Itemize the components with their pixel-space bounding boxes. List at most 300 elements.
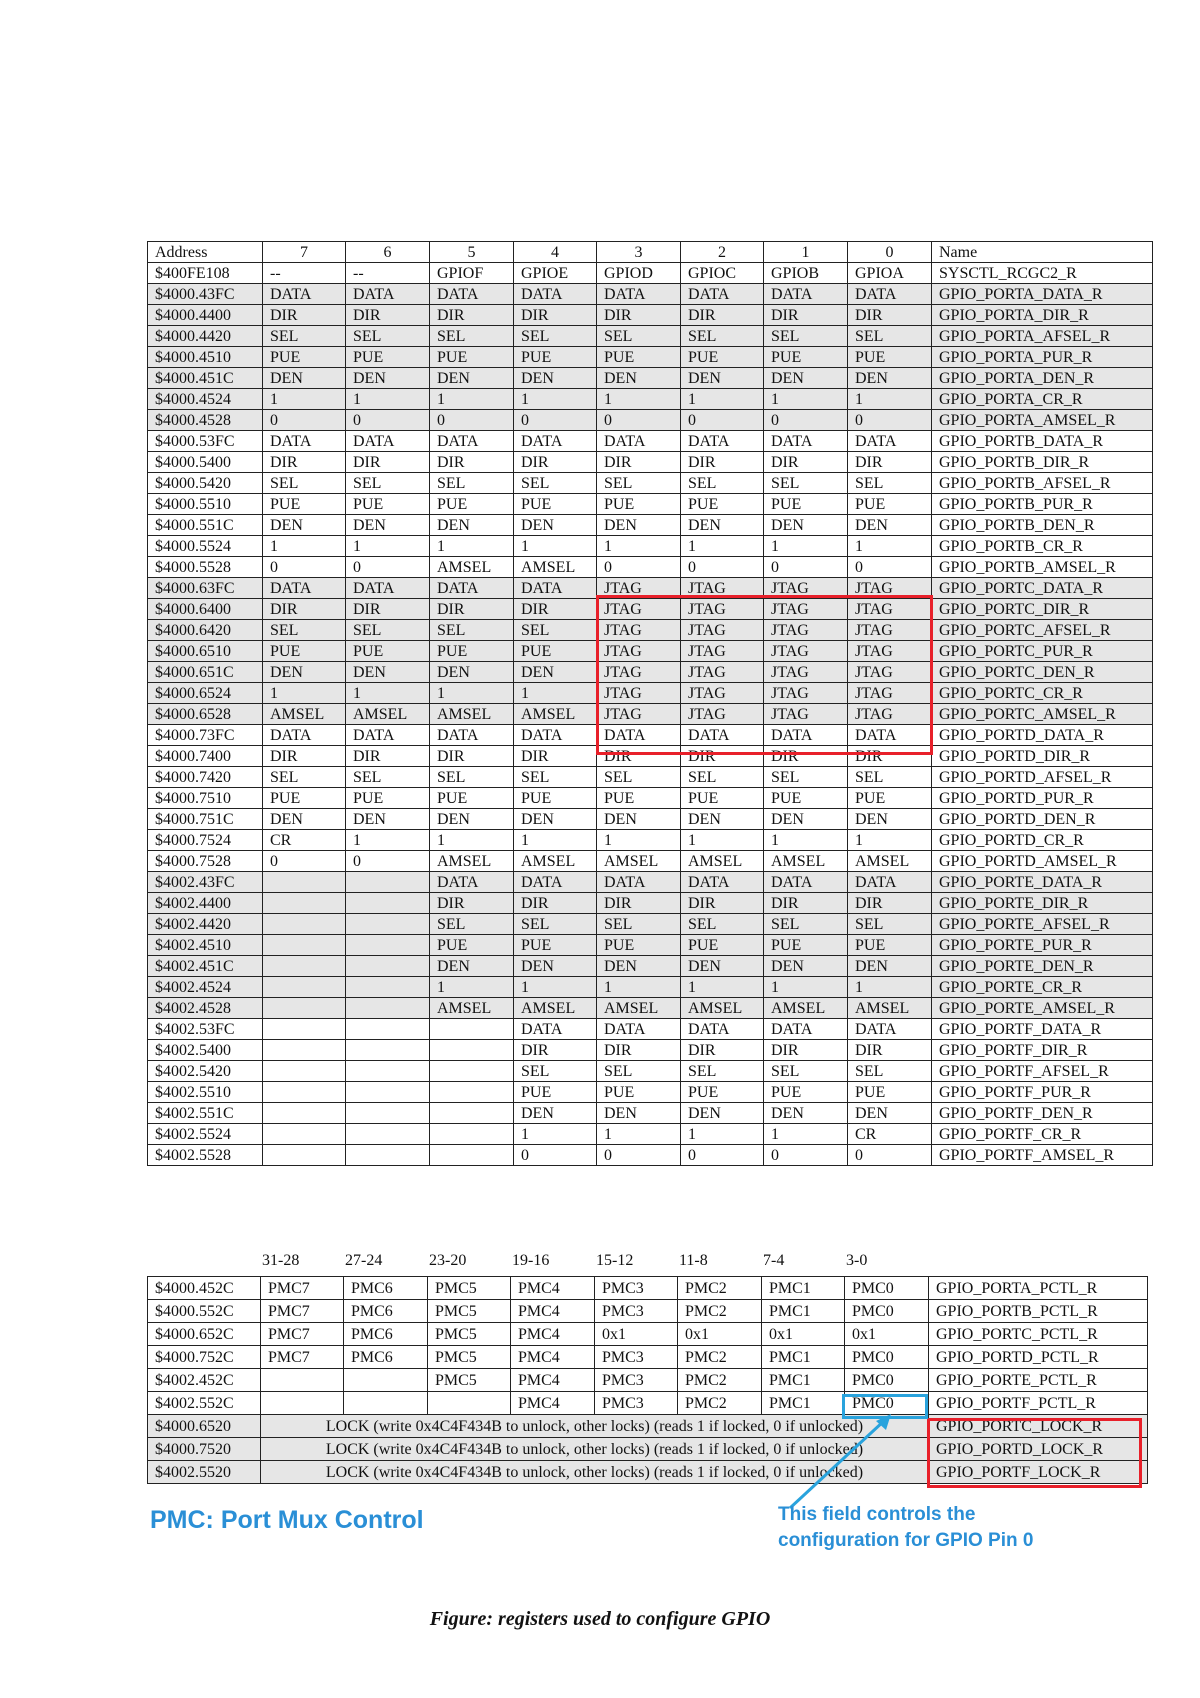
bit-field: PUE (430, 788, 514, 809)
bit-field: 1 (597, 830, 681, 851)
bit-field: GPIOA (848, 263, 932, 284)
bit-field: DIR (430, 305, 514, 326)
pmc-field: PMC1 (762, 1392, 845, 1415)
bit-field: GPIOD (597, 263, 681, 284)
register-address: $4000.552C (148, 1300, 261, 1323)
bit-field: DEN (346, 515, 430, 536)
bit-field: DEN (681, 809, 764, 830)
bit-field: DATA (430, 431, 514, 452)
bit-field: SEL (346, 326, 430, 347)
bit-field: -- (346, 263, 430, 284)
register-address: $4000.4524 (148, 389, 263, 410)
bit-field: DEN (430, 662, 514, 683)
register-name: GPIO_PORTD_DEN_R (932, 809, 1153, 830)
bit-field: DEN (597, 956, 681, 977)
column-header: Name (932, 242, 1153, 263)
register-address: $4002.5528 (148, 1145, 263, 1166)
bit-field: 1 (514, 536, 597, 557)
bit-field: AMSEL (430, 557, 514, 578)
bit-field: DATA (764, 725, 848, 746)
bit-field: JTAG (681, 662, 764, 683)
bit-field: 1 (346, 830, 430, 851)
bit-field: 0 (681, 557, 764, 578)
column-header: 3 (597, 242, 681, 263)
register-address: $4002.451C (148, 956, 263, 977)
bit-range-header: 23-20 (429, 1252, 467, 1269)
bit-field: DEN (263, 809, 346, 830)
bit-field: 1 (430, 977, 514, 998)
figure-caption: Figure: registers used to configure GPIO (429, 1608, 771, 1630)
bit-field: DIR (681, 746, 764, 767)
bit-field: DATA (681, 284, 764, 305)
register-address: $4000.751C (148, 809, 263, 830)
register-address: $4000.7400 (148, 746, 263, 767)
pmc-field: PMC2 (678, 1369, 762, 1392)
bit-field: AMSEL (430, 851, 514, 872)
bit-field: DEN (681, 956, 764, 977)
bit-range-header: 15-12 (596, 1252, 634, 1269)
bit-field: JTAG (681, 578, 764, 599)
bit-field: DEN (430, 809, 514, 830)
bit-field: DIR (263, 452, 346, 473)
register-name: GPIO_PORTC_AFSEL_R (932, 620, 1153, 641)
bit-field: DEN (764, 515, 848, 536)
bit-range-header: 19-16 (512, 1252, 550, 1269)
bit-field: 1 (430, 389, 514, 410)
pmc-field: PMC4 (511, 1300, 595, 1323)
bit-field: DEN (514, 368, 597, 389)
bit-field: SEL (430, 326, 514, 347)
register-name: GPIO_PORTD_AFSEL_R (932, 767, 1153, 788)
register-address: $4000.651C (148, 662, 263, 683)
bit-field: DATA (597, 1019, 681, 1040)
pmc-field: PMC3 (595, 1300, 678, 1323)
register-address: $4000.6400 (148, 599, 263, 620)
bit-field: JTAG (764, 599, 848, 620)
bit-field: DIR (430, 452, 514, 473)
bit-field: 0 (597, 410, 681, 431)
bit-field: PUE (764, 935, 848, 956)
bit-field: SEL (597, 1061, 681, 1082)
bit-field: AMSEL (514, 851, 597, 872)
bit-field: GPIOE (514, 263, 597, 284)
pmc0-callout (778, 1502, 1108, 1554)
bit-field: DEN (263, 515, 346, 536)
bit-field: DATA (597, 872, 681, 893)
bit-field: DEN (764, 956, 848, 977)
bit-field: DATA (764, 284, 848, 305)
register-name: GPIO_PORTE_AMSEL_R (932, 998, 1153, 1019)
bit-field: 0 (263, 410, 346, 431)
lock-description: LOCK (write 0x4C4F434B to unlock, other locks) (reads 1 if locked, 0 if unlocked) (261, 1461, 929, 1484)
bit-field: AMSEL (597, 851, 681, 872)
bit-field: DATA (263, 284, 346, 305)
pmc-field: PMC6 (344, 1346, 428, 1369)
register-name: SYSCTL_RCGC2_R (932, 263, 1153, 284)
bit-field: 0 (681, 1145, 764, 1166)
bit-field: JTAG (597, 578, 681, 599)
bit-field: 1 (764, 389, 848, 410)
bit-field: DATA (597, 725, 681, 746)
register-name: GPIO_PORTB_DEN_R (932, 515, 1153, 536)
bit-field: DIR (848, 452, 932, 473)
register-address: $4000.7510 (148, 788, 263, 809)
bit-field: 1 (430, 830, 514, 851)
bit-field: PUE (346, 347, 430, 368)
pmc-field: PMC5 (428, 1369, 511, 1392)
bit-field: DIR (263, 746, 346, 767)
bit-field: CR (263, 830, 346, 851)
bit-field: 0 (346, 410, 430, 431)
bit-field: JTAG (681, 641, 764, 662)
bit-field: PUE (597, 347, 681, 368)
register-name: GPIO_PORTF_PUR_R (932, 1082, 1153, 1103)
register-address: $4002.43FC (148, 872, 263, 893)
bit-field: PUE (764, 1082, 848, 1103)
pmc-field: 0x1 (595, 1323, 678, 1346)
bit-field: DEN (764, 368, 848, 389)
bit-field: DEN (430, 368, 514, 389)
register-name: GPIO_PORTC_DATA_R (932, 578, 1153, 599)
bit-field: AMSEL (430, 704, 514, 725)
register-address: $4000.551C (148, 515, 263, 536)
bit-field: DATA (597, 284, 681, 305)
bit-field: DATA (346, 725, 430, 746)
bit-field: AMSEL (681, 851, 764, 872)
bit-field: PUE (346, 641, 430, 662)
bit-field: DIR (430, 599, 514, 620)
bit-range-header: 7-4 (763, 1252, 785, 1269)
bit-field: PUE (430, 641, 514, 662)
column-header: 6 (346, 242, 430, 263)
bit-field: 1 (597, 977, 681, 998)
bit-field: 1 (263, 683, 346, 704)
bit-field: DATA (764, 1019, 848, 1040)
bit-field: 1 (848, 389, 932, 410)
bit-field: DIR (346, 452, 430, 473)
register-name: GPIO_PORTE_DEN_R (932, 956, 1153, 977)
pmc-field: PMC7 (261, 1300, 344, 1323)
bit-field: DIR (514, 893, 597, 914)
bit-field: SEL (430, 620, 514, 641)
column-header: 2 (681, 242, 764, 263)
register-name: GPIO_PORTA_DEN_R (932, 368, 1153, 389)
bit-field: PUE (681, 788, 764, 809)
bit-field: 0 (764, 557, 848, 578)
register-name: GPIO_PORTF_DIR_R (932, 1040, 1153, 1061)
pmc-field: PMC5 (428, 1277, 511, 1300)
bit-field: DEN (764, 809, 848, 830)
register-name: GPIO_PORTE_PUR_R (932, 935, 1153, 956)
register-address: $4000.6510 (148, 641, 263, 662)
bit-field: DEN (764, 1103, 848, 1124)
bit-field: SEL (681, 473, 764, 494)
register-address: $4002.4420 (148, 914, 263, 935)
bit-field: JTAG (848, 662, 932, 683)
bit-field: DIR (848, 1040, 932, 1061)
register-address: $4002.53FC (148, 1019, 263, 1040)
bit-field: DEN (848, 809, 932, 830)
bit-field: SEL (514, 914, 597, 935)
bit-field: GPIOB (764, 263, 848, 284)
bit-field: DIR (346, 599, 430, 620)
bit-field: DEN (597, 368, 681, 389)
bit-field: DATA (430, 725, 514, 746)
bit-field: JTAG (597, 704, 681, 725)
bit-field: JTAG (597, 620, 681, 641)
bit-field: DEN (430, 515, 514, 536)
bit-field: DEN (430, 956, 514, 977)
bit-field: JTAG (597, 683, 681, 704)
bit-field: DEN (514, 662, 597, 683)
bit-field: DATA (514, 725, 597, 746)
bit-field: DIR (514, 452, 597, 473)
bit-field: DATA (263, 725, 346, 746)
bit-range-header: 27-24 (345, 1252, 383, 1269)
bit-field: PUE (514, 347, 597, 368)
bit-field: JTAG (848, 704, 932, 725)
register-name: GPIO_PORTD_PUR_R (932, 788, 1153, 809)
bit-field: SEL (263, 767, 346, 788)
register-address: $4000.4528 (148, 410, 263, 431)
bit-field: DATA (848, 284, 932, 305)
bit-range-header: 3-0 (846, 1252, 868, 1269)
register-name: GPIO_PORTA_AFSEL_R (932, 326, 1153, 347)
register-name: GPIO_PORTF_AMSEL_R (932, 1145, 1153, 1166)
bit-field: DEN (514, 956, 597, 977)
register-name: GPIO_PORTF_DATA_R (932, 1019, 1153, 1040)
bit-field: DIR (430, 893, 514, 914)
bit-field: JTAG (681, 704, 764, 725)
pmc-field: PMC3 (595, 1369, 678, 1392)
bit-field: SEL (764, 473, 848, 494)
bit-field: PUE (346, 788, 430, 809)
bit-field: SEL (764, 1061, 848, 1082)
bit-field: DIR (514, 599, 597, 620)
bit-field: SEL (848, 473, 932, 494)
bit-field: PUE (430, 347, 514, 368)
bit-field: SEL (430, 767, 514, 788)
register-name: GPIO_PORTD_DATA_R (932, 725, 1153, 746)
bit-field: SEL (681, 1061, 764, 1082)
pmc-field: PMC4 (511, 1369, 595, 1392)
bit-field: SEL (514, 1061, 597, 1082)
bit-field: DIR (597, 305, 681, 326)
pmc-field: 0x1 (845, 1323, 929, 1346)
bit-field: PUE (263, 494, 346, 515)
bit-field: PUE (514, 494, 597, 515)
register-address: $4000.63FC (148, 578, 263, 599)
bit-field: DIR (681, 305, 764, 326)
register-name: GPIO_PORTD_DIR_R (932, 746, 1153, 767)
bit-field: JTAG (848, 683, 932, 704)
bit-field: DEN (848, 368, 932, 389)
bit-field: PUE (263, 347, 346, 368)
bit-field: 1 (430, 536, 514, 557)
bit-field: JTAG (764, 683, 848, 704)
register-address: $400FE108 (148, 263, 263, 284)
bit-field: PUE (681, 935, 764, 956)
bit-field: 1 (597, 1124, 681, 1145)
bit-field: DIR (597, 746, 681, 767)
pmc-field: PMC1 (762, 1369, 845, 1392)
register-address: $4000.4420 (148, 326, 263, 347)
bit-field: SEL (597, 914, 681, 935)
bit-field: JTAG (597, 599, 681, 620)
bit-field: 1 (848, 536, 932, 557)
register-address: $4000.43FC (148, 284, 263, 305)
bit-field: JTAG (848, 641, 932, 662)
register-name: GPIO_PORTC_DIR_R (932, 599, 1153, 620)
bit-field: GPIOC (681, 263, 764, 284)
register-name: GPIO_PORTE_AFSEL_R (932, 914, 1153, 935)
register-address: $4002.551C (148, 1103, 263, 1124)
bit-field: 1 (681, 1124, 764, 1145)
bit-field: 1 (263, 536, 346, 557)
bit-field: PUE (430, 935, 514, 956)
register-name: GPIO_PORTB_DIR_R (932, 452, 1153, 473)
bit-field: PUE (514, 1082, 597, 1103)
bit-field: DEN (681, 368, 764, 389)
bit-field: DATA (514, 284, 597, 305)
register-name: GPIO_PORTC_PCTL_R (929, 1323, 1148, 1346)
register-name: GPIO_PORTC_PUR_R (932, 641, 1153, 662)
bit-field: AMSEL (514, 998, 597, 1019)
bit-field: PUE (263, 788, 346, 809)
bit-field: 0 (346, 851, 430, 872)
bit-field: PUE (764, 494, 848, 515)
bit-field: DATA (764, 431, 848, 452)
bit-field: 0 (430, 410, 514, 431)
bit-field: DEN (346, 662, 430, 683)
bit-field: AMSEL (346, 704, 430, 725)
bit-field: SEL (597, 767, 681, 788)
pmc-field: PMC4 (511, 1392, 595, 1415)
register-name: GPIO_PORTB_AFSEL_R (932, 473, 1153, 494)
bit-field: DATA (514, 431, 597, 452)
bit-field: DATA (263, 431, 346, 452)
bit-field: DEN (263, 662, 346, 683)
bit-field: DIR (430, 746, 514, 767)
bit-field: -- (263, 263, 346, 284)
bit-field: DATA (681, 1019, 764, 1040)
bit-field: 0 (514, 410, 597, 431)
bit-field: 1 (514, 830, 597, 851)
bit-field: DATA (346, 284, 430, 305)
bit-field: 0 (263, 557, 346, 578)
bit-field: 1 (514, 389, 597, 410)
bit-field: DATA (430, 284, 514, 305)
bit-field: DEN (514, 1103, 597, 1124)
pmc-field: PMC0 (845, 1300, 929, 1323)
register-name: GPIO_PORTC_CR_R (932, 683, 1153, 704)
bit-field: 0 (681, 410, 764, 431)
bit-field: PUE (346, 494, 430, 515)
register-address: $4000.7420 (148, 767, 263, 788)
bit-field: DIR (263, 305, 346, 326)
bit-field: DIR (597, 893, 681, 914)
register-name: GPIO_PORTE_DIR_R (932, 893, 1153, 914)
bit-field: SEL (848, 914, 932, 935)
register-address: $4000.7524 (148, 830, 263, 851)
bit-field: SEL (346, 473, 430, 494)
bit-field: PUE (597, 494, 681, 515)
bit-field: 1 (764, 536, 848, 557)
bit-field: DATA (346, 431, 430, 452)
register-name: GPIO_PORTD_AMSEL_R (932, 851, 1153, 872)
bit-field: SEL (597, 326, 681, 347)
register-name: GPIO_PORTC_LOCK_R (929, 1415, 1148, 1438)
register-address: $4000.652C (148, 1323, 261, 1346)
bit-field: PUE (848, 788, 932, 809)
register-name: GPIO_PORTD_CR_R (932, 830, 1153, 851)
bit-field: 0 (848, 1145, 932, 1166)
bit-field: DEN (346, 809, 430, 830)
bit-field: SEL (514, 326, 597, 347)
bit-field: 1 (681, 389, 764, 410)
bit-field: 1 (681, 830, 764, 851)
bit-field: 0 (848, 557, 932, 578)
register-address: $4000.4510 (148, 347, 263, 368)
bit-field: DATA (514, 1019, 597, 1040)
pmc-field: 0x1 (678, 1323, 762, 1346)
bit-field: JTAG (764, 641, 848, 662)
bit-field: DATA (848, 1019, 932, 1040)
bit-field: 0 (764, 1145, 848, 1166)
bit-field: DIR (263, 599, 346, 620)
pmc-field: PMC4 (511, 1323, 595, 1346)
bit-field: PUE (430, 494, 514, 515)
bit-field: 1 (848, 830, 932, 851)
bit-field: JTAG (848, 620, 932, 641)
register-name: GPIO_PORTA_DATA_R (932, 284, 1153, 305)
pmc-field: PMC3 (595, 1277, 678, 1300)
bit-field: DEN (597, 515, 681, 536)
pmc-field: PMC5 (428, 1323, 511, 1346)
pmc-field: PMC0 (845, 1277, 929, 1300)
register-address: $4000.5420 (148, 473, 263, 494)
register-address: $4002.552C (148, 1392, 261, 1415)
column-header: 5 (430, 242, 514, 263)
bit-field: DEN (514, 515, 597, 536)
bit-field: DATA (514, 578, 597, 599)
bit-field: PUE (597, 1082, 681, 1103)
bit-field: DIR (764, 452, 848, 473)
bit-field: 1 (848, 977, 932, 998)
pmc-field: PMC6 (344, 1300, 428, 1323)
register-address: $4000.6524 (148, 683, 263, 704)
bit-field: 1 (346, 389, 430, 410)
register-name: GPIO_PORTE_PCTL_R (929, 1369, 1148, 1392)
pmc-field: PMC1 (762, 1346, 845, 1369)
register-name: GPIO_PORTA_CR_R (932, 389, 1153, 410)
bit-field: PUE (848, 494, 932, 515)
pmc-field: PMC7 (261, 1323, 344, 1346)
register-name: GPIO_PORTE_DATA_R (932, 872, 1153, 893)
bit-field: JTAG (681, 620, 764, 641)
bit-field: 1 (764, 977, 848, 998)
bit-field: SEL (346, 620, 430, 641)
bit-field: 1 (597, 536, 681, 557)
bit-field: SEL (848, 326, 932, 347)
pmc-field: PMC1 (762, 1300, 845, 1323)
bit-field: AMSEL (597, 998, 681, 1019)
bit-field: SEL (430, 473, 514, 494)
pmc-field: PMC7 (261, 1346, 344, 1369)
register-name: GPIO_PORTA_PUR_R (932, 347, 1153, 368)
bit-field: SEL (430, 914, 514, 935)
register-name: GPIO_PORTE_CR_R (932, 977, 1153, 998)
